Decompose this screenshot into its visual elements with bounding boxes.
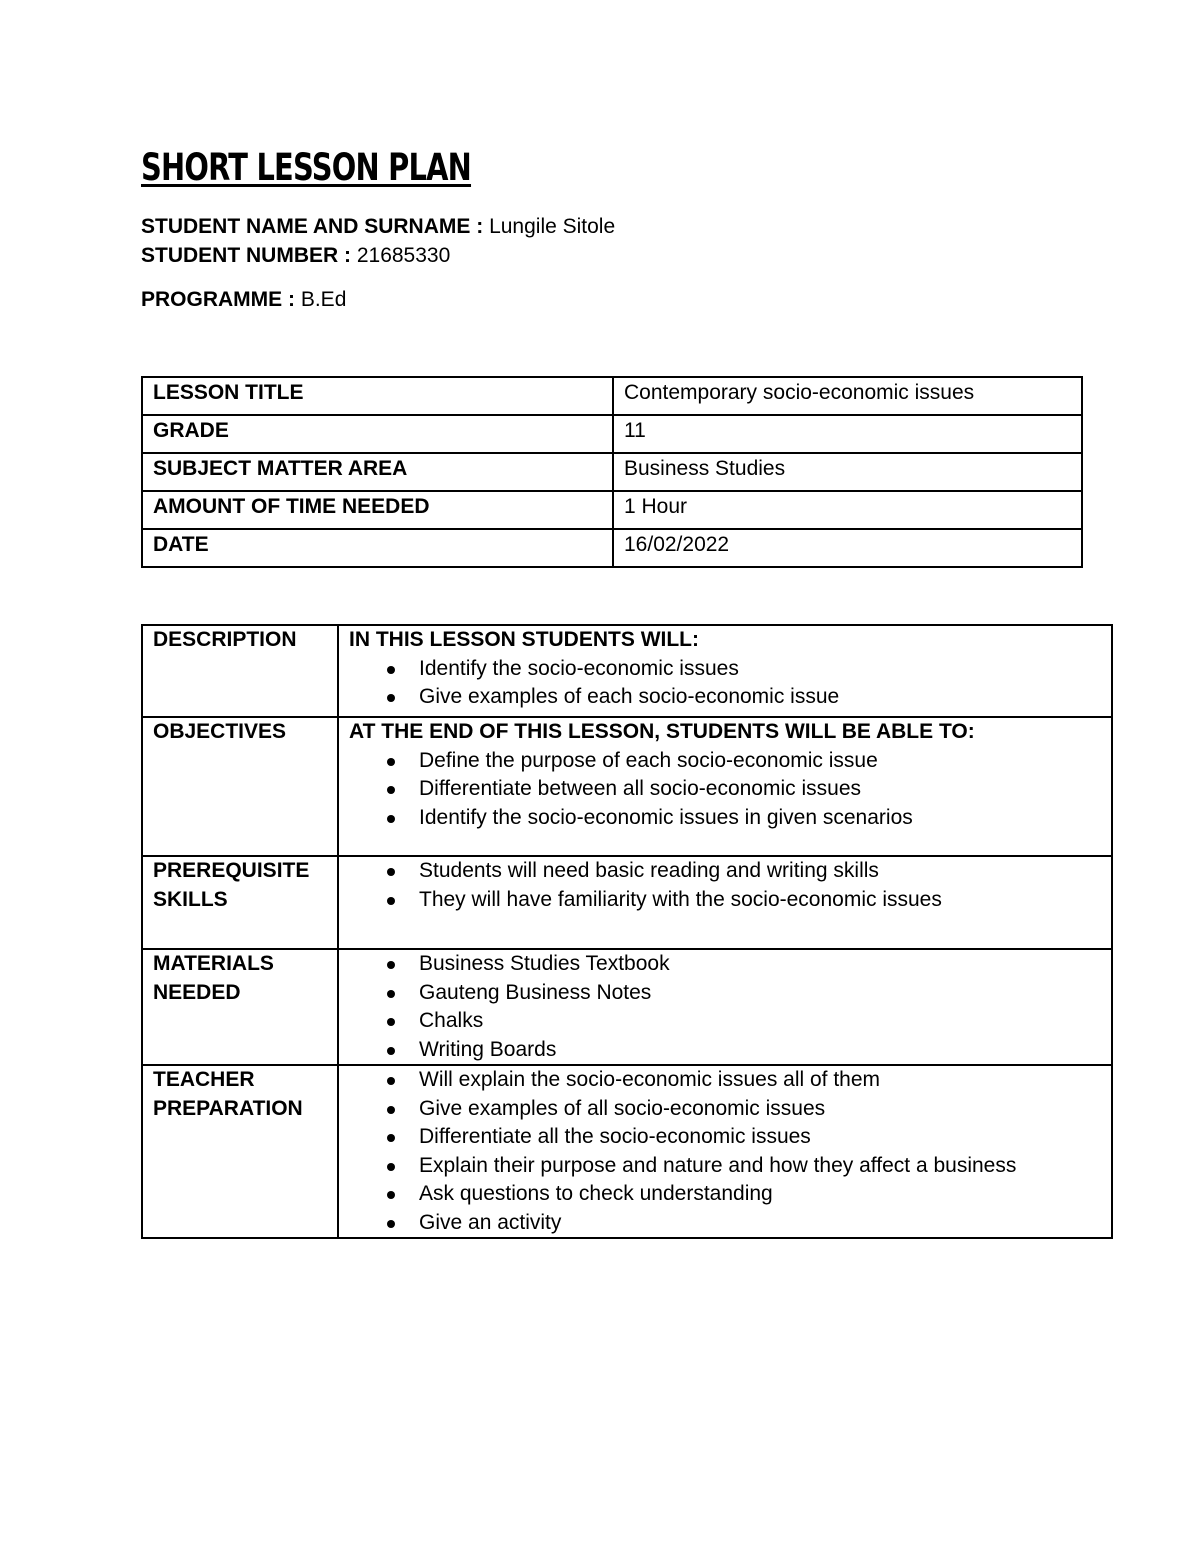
list-item: Identify the socio-economic issues	[349, 655, 1105, 684]
lesson-title-label: LESSON TITLE	[142, 377, 613, 415]
subject-label: SUBJECT MATTER AREA	[142, 453, 613, 491]
prerequisite-content	[338, 856, 1112, 949]
list-item: Chalks	[349, 1007, 1105, 1036]
table-row	[142, 491, 1082, 529]
teacher-preparation-row	[142, 1065, 1112, 1238]
list-item: Differentiate between all socio-economic issues	[349, 775, 1105, 804]
programme-value: B.Ed	[300, 288, 347, 311]
list-item: Define the purpose of each socio-economic issue	[349, 747, 1105, 776]
table-row	[142, 415, 1082, 453]
student-number-label: STUDENT NUMBER :	[141, 244, 351, 267]
prerequisite-label	[142, 856, 338, 949]
teacher-preparation-list	[349, 1066, 1105, 1237]
list-item: Writing Boards	[349, 1036, 1105, 1065]
materials-row	[142, 949, 1112, 1065]
list-item: Students will need basic reading and writing skills	[349, 857, 1105, 886]
teacher-preparation-content	[338, 1065, 1112, 1238]
objectives-content	[338, 717, 1112, 856]
time-needed-label: AMOUNT OF TIME NEEDED	[142, 491, 613, 529]
teacher-label-line2: PREPARATION	[153, 1096, 303, 1120]
objectives-heading: AT THE END OF THIS LESSON, STUDENTS WILL BE ABLE TO:	[349, 720, 975, 743]
time-needed-value: 1 Hour	[613, 491, 1082, 529]
programme-line	[141, 287, 346, 313]
grade-value: 11	[613, 415, 1082, 453]
teacher-label-line1: TEACHER	[153, 1068, 255, 1091]
description-list	[349, 655, 1105, 712]
student-name-value: Lungile Sitole	[489, 215, 616, 238]
description-label: DESCRIPTION	[142, 625, 338, 717]
materials-label-line2: NEEDED	[153, 980, 241, 1004]
list-item: Differentiate all the socio-economic issues	[349, 1123, 1105, 1152]
subject-value: Business Studies	[613, 453, 1082, 491]
table-row	[142, 377, 1082, 415]
list-item: Will explain the socio-economic issues all of them	[349, 1066, 1105, 1095]
list-item: Ask questions to check understanding	[349, 1180, 1105, 1209]
teacher-preparation-label	[142, 1065, 338, 1238]
date-label: DATE	[142, 529, 613, 567]
materials-label	[142, 949, 338, 1065]
prerequisite-row	[142, 856, 1112, 949]
lesson-info-table	[141, 376, 1083, 568]
objectives-label: OBJECTIVES	[142, 717, 338, 856]
table-row	[142, 453, 1082, 491]
objectives-row	[142, 717, 1112, 856]
prerequisite-label-line1: PREREQUISITE	[153, 859, 310, 882]
student-name-label: STUDENT NAME AND SURNAME :	[141, 215, 484, 238]
grade-label: GRADE	[142, 415, 613, 453]
list-item: Gauteng Business Notes	[349, 979, 1105, 1008]
list-item: Business Studies Textbook	[349, 950, 1105, 979]
materials-list	[349, 950, 1105, 1064]
page-title: SHORT LESSON PLAN	[141, 146, 472, 189]
lesson-plan-table	[141, 624, 1113, 1239]
lesson-title-value: Contemporary socio-economic issues	[613, 377, 1082, 415]
list-item: Explain their purpose and nature and how they affect a business	[349, 1152, 1105, 1181]
student-number-value: 21685330	[356, 244, 451, 267]
description-row	[142, 625, 1112, 717]
materials-label-line1: MATERIALS	[153, 952, 274, 975]
list-item: Identify the socio-economic issues in given scenarios	[349, 804, 1105, 833]
list-item: Give examples of all socio-economic issues	[349, 1095, 1105, 1124]
list-item: Give an activity	[349, 1209, 1105, 1238]
date-value: 16/02/2022	[613, 529, 1082, 567]
table-row	[142, 529, 1082, 567]
list-item: Give examples of each socio-economic issue	[349, 683, 1105, 712]
programme-label: PROGRAMME :	[141, 288, 295, 311]
description-content	[338, 625, 1112, 717]
student-number-line	[141, 243, 450, 269]
prerequisite-list	[349, 857, 1105, 914]
list-item: They will have familiarity with the socio-economic issues	[349, 886, 1105, 915]
student-name-line	[141, 214, 615, 240]
objectives-list	[349, 747, 1105, 833]
materials-content	[338, 949, 1112, 1065]
description-heading: IN THIS LESSON STUDENTS WILL:	[349, 628, 699, 651]
prerequisite-label-line2: SKILLS	[153, 887, 228, 911]
